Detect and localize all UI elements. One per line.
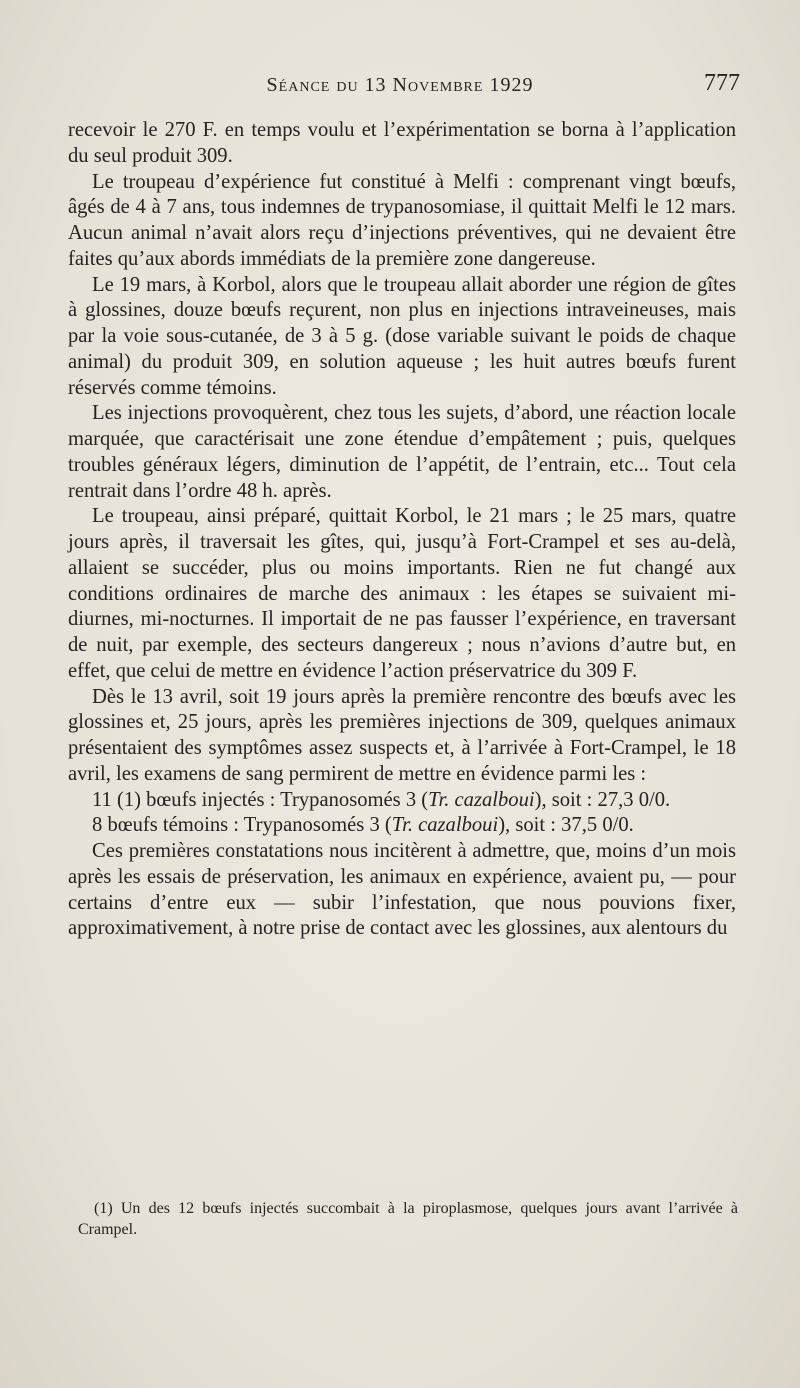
paragraph-3: Le 19 mars, à Korbol, alors que le troupeau allait aborder une région de gîtes à glossines, douze bœufs reçurent, non plus en injections intraveineuses, mais par la voie sous-cutanée, de 3 à 5 g. (dose variable suivant le poids de chaque animal) du produit 309, en solution aqueuse ; les huit autres bœufs furent réservés comme témoins. bbox=[68, 273, 736, 399]
control-species-name: Tr. cazalboui bbox=[391, 814, 499, 837]
footnote-text: (1) Un des 12 bœufs injectés succombait à la piroplasmose, quelques jours avant l’arrivée à Crampel. bbox=[78, 1200, 738, 1238]
paragraph-4: Les injections provoquèrent, chez tous les sujets, d’abord, une réaction locale marquée, que caractérisait une zone étendue d’empâtement ; puis, quelques troubles généraux légers, diminution de l’appétit, de l’entrain, etc... Tout cela rentrait dans l’ordre 48 h. après. bbox=[68, 402, 736, 502]
paragraph-2: Le troupeau d’expérience fut constitué à Melfi : comprenant vingt bœufs, âgés de 4 à 7 ans, tous indemnes de trypanosomiase, il quittait Melfi le 12 mars. Aucun animal n’avait alors reçu d’injections préventives, qui ne devaient être faites qu’aux abords immédiats de la première zone dangereuse. bbox=[68, 170, 736, 270]
control-result-pre: 8 bœufs témoins : Trypanosomés 3 ( bbox=[92, 814, 392, 837]
injected-result-pre: 11 (1) bœufs injectés : Trypanosomés 3 ( bbox=[92, 788, 429, 811]
paragraph-5: Le troupeau, ainsi préparé, quittait Korbol, le 21 mars ; le 25 mars, quatre jours après, il traversait les gîtes, qui, jusqu’à Fort-Crampel et ses au-delà, allaient se succéder, plus ou moins importants. Rien ne fut changé aux conditions ordinaires de marche des animaux : les étapes se suivaient mi-diurnes, mi-nocturnes. Il importait de ne pas fausser l’expérience, en traversant de nuit, par exemple, des secteurs dangereux ; nous n’avions d’autre but, en effet, que celui de mettre en évidence l’action préservatrice du 309 F. bbox=[68, 505, 736, 682]
injected-result-line bbox=[68, 788, 736, 814]
body-text bbox=[68, 118, 736, 942]
page-header bbox=[60, 70, 740, 106]
page-number: 777 bbox=[704, 70, 740, 96]
paragraph-1: recevoir le 270 F. en temps voulu et l’expérimentation se borna à l’application du seul produit 309. bbox=[68, 119, 736, 167]
injected-result-post: ), soit : 27,3 0/0. bbox=[534, 788, 671, 811]
footnote bbox=[78, 1198, 738, 1240]
running-title: Séance du 13 Novembre 1929 bbox=[266, 74, 534, 96]
paragraph-6: Dès le 13 avril, soit 19 jours après la première rencontre des bœufs avec les glossines et, 25 jours, après les premières injections de 309, quelques animaux présentaient des symptômes assez suspects et, à l’arrivée à Fort-Crampel, le 18 avril, les examens de sang permirent de mettre en évidence parmi les : bbox=[68, 685, 736, 785]
paragraph-9: Ces premières constatations nous incitèrent à admettre, que, moins d’un mois après les essais de préservation, les animaux en expérience, avaient pu, — pour certains d’entre eux — subir l’infestation, que nous pouvions fixer, approximativement, à notre prise de contact avec les glossines, aux alentours du bbox=[68, 840, 736, 940]
control-result-line bbox=[68, 813, 736, 839]
injected-species-name: Tr. cazalboui bbox=[428, 788, 535, 811]
control-result-post: ), soit : 37,5 0/0. bbox=[498, 814, 634, 837]
